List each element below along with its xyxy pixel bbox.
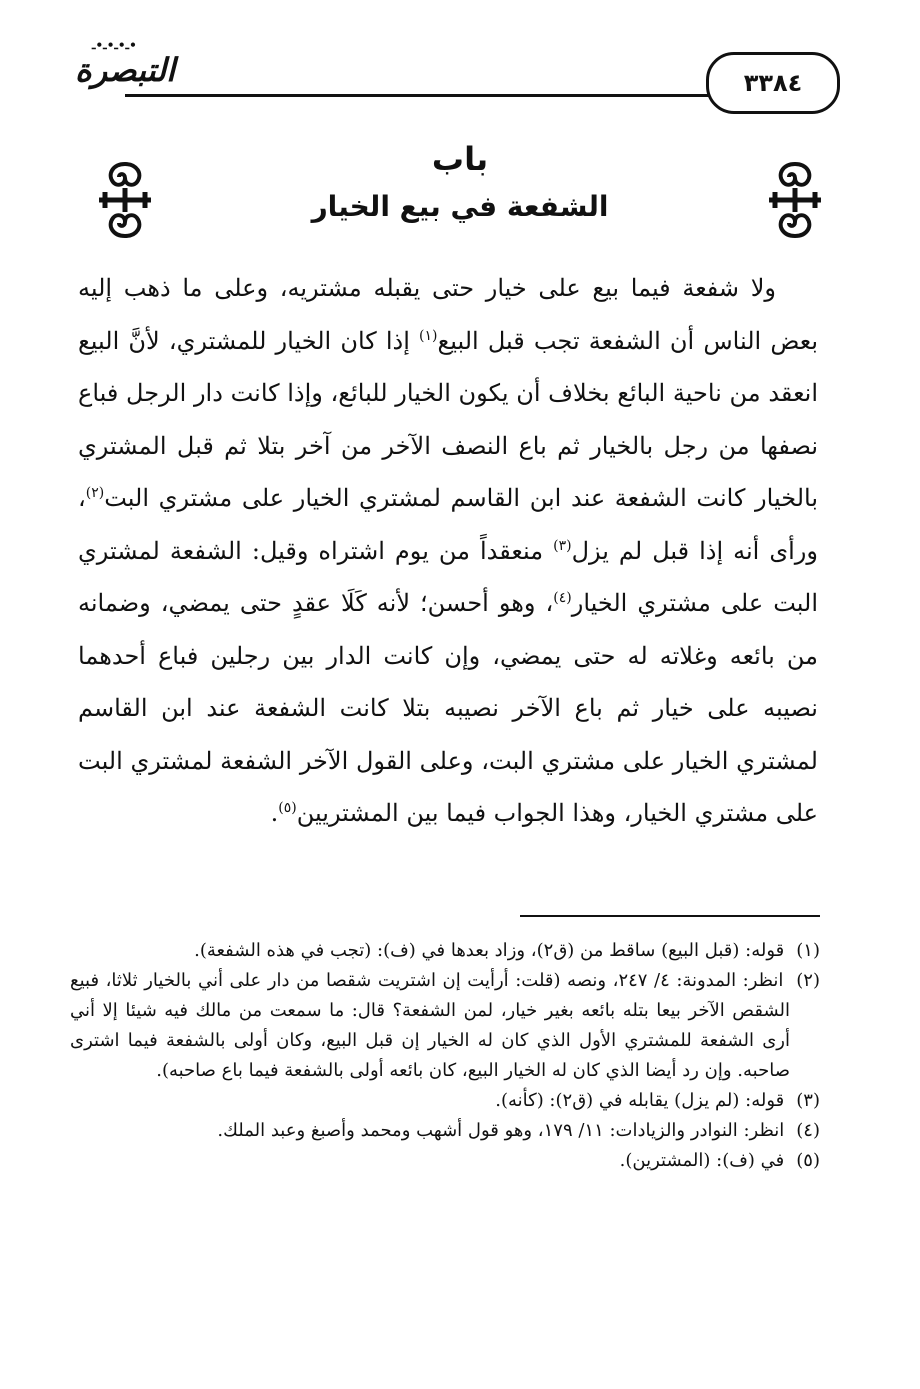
footnote-text: قوله: (لم يزل) يقابله في (ق٢): (كأنه). xyxy=(495,1090,785,1111)
footnote xyxy=(70,966,820,1086)
footnote-number: (١) xyxy=(796,940,820,961)
text-run: ولا شفعة فيما بيع على خيار حتى يقبله مشتريه، وعلى ما ذهب إليه بعض الناس أن الشفعة تجب قبل البيع xyxy=(78,274,819,355)
footnote-text: انظر: النوادر والزيادات: ١١/ ١٧٩، وهو قول أشهب ومحمد وأصبغ وعبد الملك. xyxy=(217,1120,785,1141)
footnote xyxy=(70,1116,820,1146)
footnote-ref-3[interactable]: (٣) xyxy=(553,537,572,554)
main-text xyxy=(78,262,818,840)
footnote xyxy=(70,1146,820,1176)
page-header xyxy=(70,40,840,110)
footnote xyxy=(70,1086,820,1116)
footnote-number: (٢) xyxy=(796,970,820,991)
text-run: . xyxy=(270,799,279,827)
footnote-ref-2[interactable]: (٢) xyxy=(85,485,105,501)
title-ornament-dots: ـ•ـ•ـ•ـ• xyxy=(92,38,137,52)
footnotes xyxy=(70,936,820,1176)
floral-ornament-icon xyxy=(765,160,825,240)
chapter-title: الشفعة في بيع الخيار xyxy=(311,190,609,223)
text-run: منعقداً من يوم اشتراه وقيل: الشفعة لمشتري البت على مشتري الخيار xyxy=(78,536,818,617)
footnote-text: انظر: المدونة: ٤/ ٢٤٧، ونصه (قلت: أرأيت إن اشتريت شقصا من دار على أني بالخيار ثلاثا، فبيع الشقص الآخر بيعا بتله بائعه بغير خيار، لمن الشفعة؟ قال: ما سمعت من مالك فيه شيئا إلا أني أرى الشفعة للمشتري الأول الذي كان له الخيار إن قبل البيع، وكان أولى بالشفعة فيما اشترى صاحبه. وإن رد أيضا الذي كان له الخيار البيع، كان بائعه أولى بالشفعة فيما باع صاحبه). xyxy=(70,970,790,1081)
footnote-text: قوله: (قبل البيع) ساقط من (ق٢)، وزاد بعدها في (ف): (تجب في هذه الشفعة). xyxy=(194,940,785,961)
footnote xyxy=(70,936,820,966)
chapter-heading xyxy=(85,140,835,250)
footnote-ref-1[interactable]: (١) xyxy=(419,327,438,344)
book-title-logo xyxy=(70,40,180,100)
text-run: إذا كان الخيار للمشتري، لأنَّ البيع انعقد من ناحية البائع بخلاف أن يكون الخيار للبائع، وإذا كانت دار الرجل فباع نصفها من رجل بالخيار ثم باع النصف الآخر من آخر بتلا ثم قبل المشتري بالخيار كانت الشفعة عند ابن القاسم لمشتري الخيار على مشتري البت xyxy=(78,326,819,512)
book-title: التبصرة xyxy=(74,51,176,89)
footnote-separator xyxy=(520,915,820,917)
header-rule xyxy=(125,94,730,97)
main-paragraph xyxy=(78,262,818,840)
footnote-number: (٤) xyxy=(796,1120,820,1141)
footnote-number: (٣) xyxy=(796,1090,820,1111)
text-run: ، ورأى أنه إذا قبل لم يزل xyxy=(78,484,818,565)
page-number: ٣٣٨٤ xyxy=(706,52,840,114)
footnote-text: في (ف): (المشترين). xyxy=(619,1150,785,1171)
footnote-ref-4[interactable]: (٤) xyxy=(553,590,572,606)
text-run: ، وهو أحسن؛ لأنه كَلَا عقدٍ حتى يمضي، وضمانه من بائعه وغلاته له حتى يمضي، وإن كانت الدار بين رجلين فباع أحدهما نصيبه على خيار ثم باع الآخر نصيبه بتلا كانت الشفعة عند ابن القاسم لمشتري الخيار على مشتري البت، وعلى القول الآخر الشفعة لمشتري البت على مشتري الخيار، وهذا الجواب فيما بين المشتريين xyxy=(78,589,818,827)
footnote-ref-5[interactable]: (٥) xyxy=(278,800,297,816)
footnote-number: (٥) xyxy=(796,1150,820,1171)
chapter-label: باب xyxy=(431,140,489,178)
